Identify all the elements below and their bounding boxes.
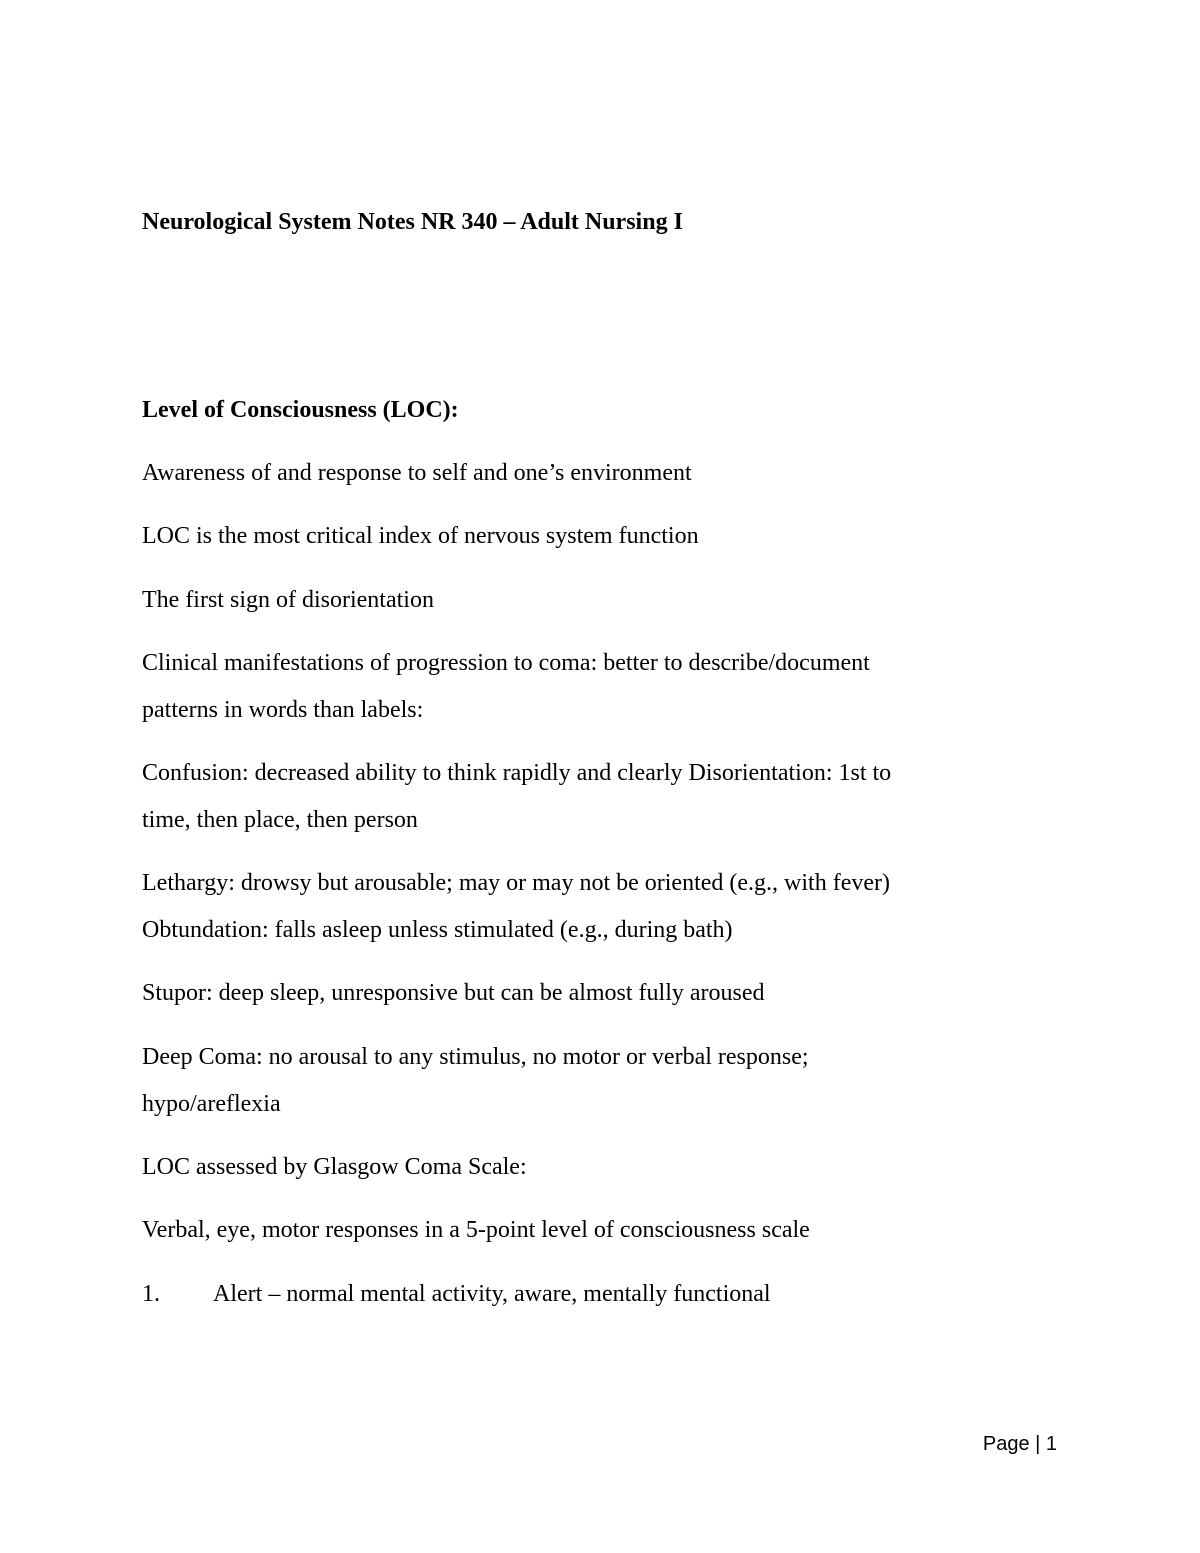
text-line: time, then place, then person: [142, 807, 418, 833]
text-line: Stupor: deep sleep, unresponsive but can be almost fully aroused: [142, 980, 765, 1006]
text-line: Awareness of and response to self and one’s environment: [142, 460, 692, 486]
text-line: LOC is the most critical index of nervous system function: [142, 523, 699, 549]
text-line: Clinical manifestations of progression to coma: better to describe/document: [142, 650, 870, 676]
text-line: Obtundation: falls asleep unless stimulated (e.g., during bath): [142, 917, 733, 943]
document-title: Neurological System Notes NR 340 – Adult Nursing I: [142, 209, 683, 235]
list-item-number: 1.: [142, 1281, 160, 1307]
text-line: The first sign of disorientation: [142, 587, 434, 613]
text-line: patterns in words than labels:: [142, 697, 424, 723]
text-line: hypo/areflexia: [142, 1091, 281, 1117]
section-heading: Level of Consciousness (LOC):: [142, 397, 459, 423]
text-line: Deep Coma: no arousal to any stimulus, no motor or verbal response;: [142, 1044, 809, 1070]
text-line: Confusion: decreased ability to think rapidly and clearly Disorientation: 1st to: [142, 760, 892, 786]
list-item-text: Alert – normal mental activity, aware, mentally functional: [213, 1281, 771, 1307]
text-line: LOC assessed by Glasgow Coma Scale:: [142, 1154, 527, 1180]
page-number-footer: Page | 1: [982, 1433, 1057, 1455]
text-line: Lethargy: drowsy but arousable; may or may not be oriented (e.g., with fever): [142, 870, 890, 896]
text-line: Verbal, eye, motor responses in a 5-point level of consciousness scale: [142, 1217, 810, 1243]
